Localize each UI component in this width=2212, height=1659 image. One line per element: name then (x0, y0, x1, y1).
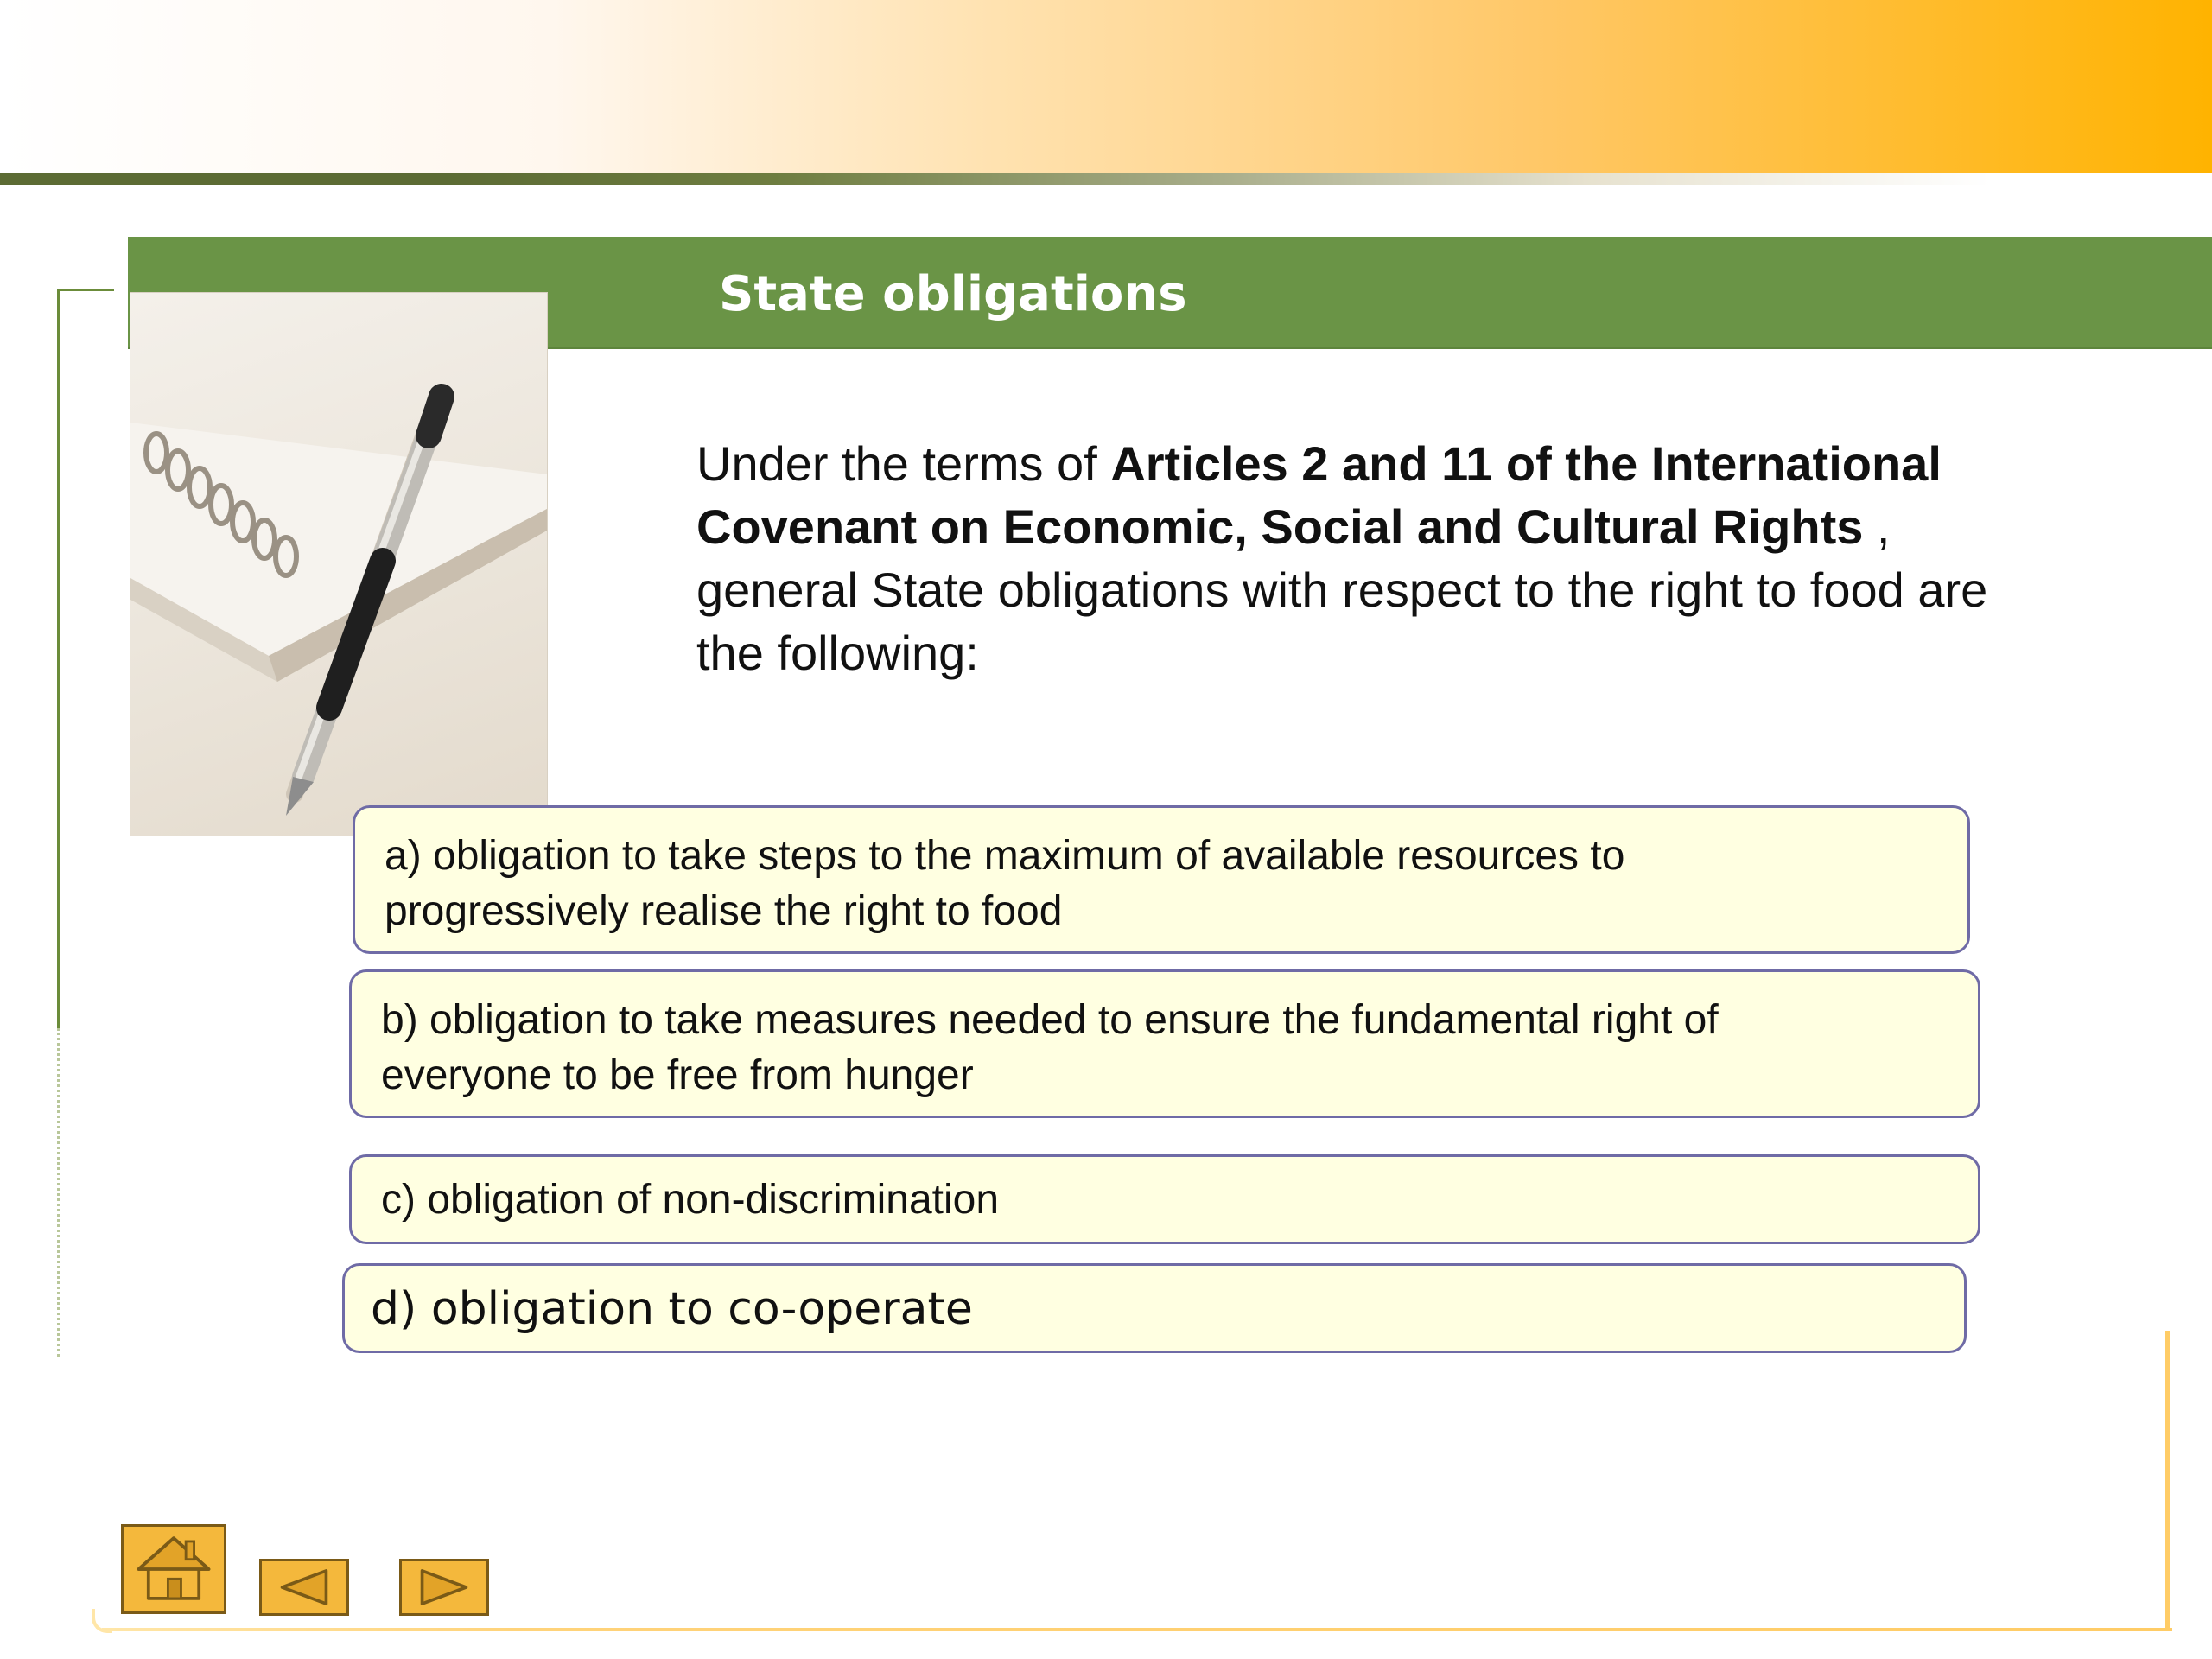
home-icon (124, 1527, 224, 1611)
top-banner (0, 0, 2212, 173)
bottom-frame-corner (92, 1609, 112, 1633)
intro-paragraph (696, 432, 2044, 684)
intro-covenant-reference: Articles 2 and 11 of the International Covenant on Economic, Social and Cultural Rights (696, 436, 1942, 554)
bottom-frame-line (102, 1628, 2172, 1631)
obligation-box-b (349, 969, 1980, 1118)
triangle-left-icon (262, 1561, 346, 1613)
notebook-and-pen-image (130, 292, 548, 836)
intro-lead: Under the terms of (696, 436, 1111, 491)
home-button[interactable] (121, 1524, 226, 1614)
bottom-frame-right-line (2165, 1331, 2170, 1631)
obligation-b-line-1: b) obligation to take measures needed to ensure the fundamental right of (381, 997, 1719, 1043)
obligation-box-a (353, 805, 1970, 954)
obligation-box-c (349, 1154, 1980, 1244)
obligation-d-line-1: d) obligation to co-operate (371, 1283, 973, 1335)
left-frame-dotted-line (57, 1028, 60, 1357)
intro-rest: , general State obligations with respect to the right to food are the following: (696, 499, 1988, 680)
slide-title: State obligations (719, 266, 1187, 322)
obligation-b-line-2: everyone to be free from hunger (381, 1052, 974, 1098)
obligation-box-d (342, 1263, 1967, 1353)
obligation-c-line-1: c) obligation of non-discrimination (381, 1177, 1000, 1223)
next-button[interactable] (399, 1559, 489, 1616)
obligation-a-line-1: a) obligation to take steps to the maximum of available resources to (385, 833, 1625, 879)
triangle-right-icon (402, 1561, 486, 1613)
obligation-a-line-2: progressively realise the right to food (385, 888, 1063, 934)
top-divider (0, 173, 2212, 185)
notebook-and-pen-illustration (130, 293, 547, 836)
left-frame-corner (57, 289, 114, 291)
previous-button[interactable] (259, 1559, 349, 1616)
left-frame-line (57, 289, 60, 1028)
